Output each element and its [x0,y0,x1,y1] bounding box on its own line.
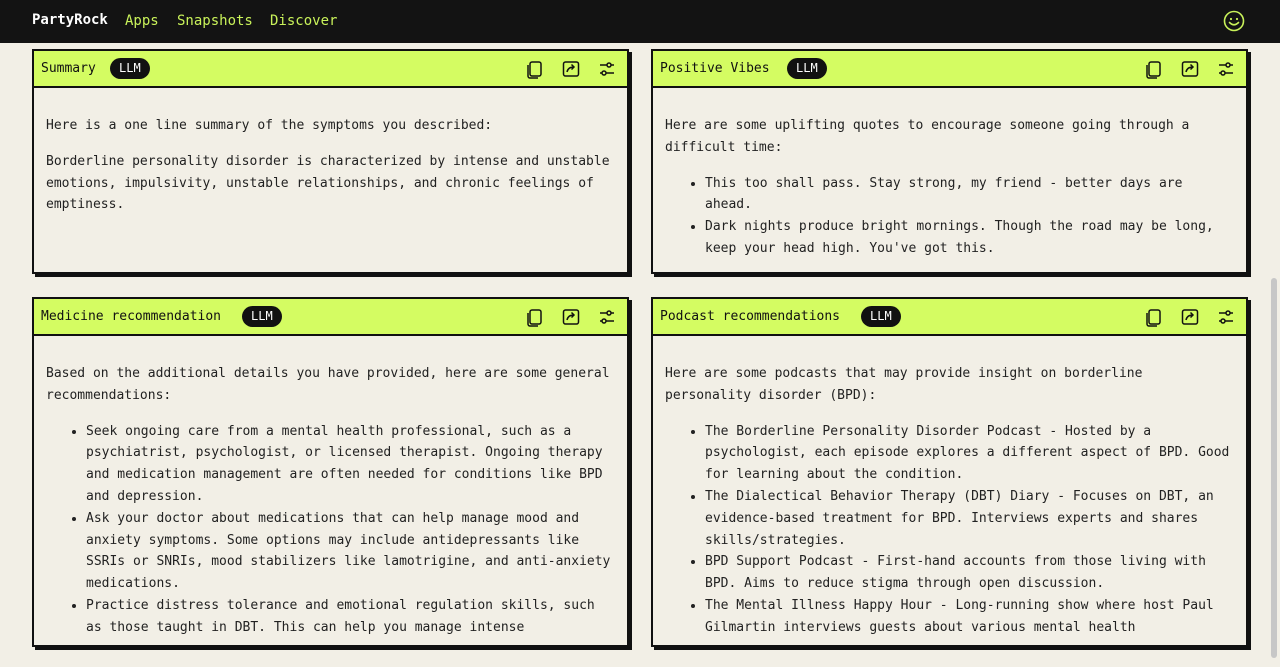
list-item: • The Borderline Personality Disorder Podcast - Hosted by a psychologist, each episode explores a different aspect of BPD. Good for learning about the condition. [705,421,1234,486]
list-item: • The Dialectical Behavior Therapy (DBT) Diary - Focuses on DBT, an evidence-based treatment for BPD. Interviews experts and shares skills/strategies. [705,486,1234,551]
widget-header [653,51,1246,88]
widget-medicine-recommendation [32,297,629,647]
widget-podcast-recommendations [651,297,1248,647]
top-nav-bar [0,0,1280,43]
list-item: • Practice distress tolerance and emotional regulation skills, such as those taught in DBT. This can help you manage intense [86,595,615,639]
list-item: • Seek ongoing care from a mental health professional, such as a psychiatrist, psychologist, or licensed therapist. Ongoing therapy and medication management are often needed for conditions like BPD and depression. [86,421,615,508]
llm-badge: LLM [242,306,282,327]
output-paragraph: Here are some podcasts that may provide insight on borderline personality disorder (BPD): [665,366,1143,403]
nav-link-discover[interactable]: Discover [270,13,338,29]
settings-sliders-icon[interactable] [597,307,617,327]
list-item: • This too shall pass. Stay strong, my friend - better days are ahead. [705,173,1234,217]
widget-output [653,88,1246,260]
output-paragraph: Here are some uplifting quotes to encourage someone going through a difficult time: [665,118,1190,155]
list-item: • The Mental Illness Happy Hour - Long-running show where host Paul Gilmartin interviews guests about various mental health [705,595,1234,639]
brand-logo[interactable]: PartyRock [32,12,108,28]
output-paragraph: Based on the additional details you have provided, here are some general recommendations: [46,366,610,403]
widget-header [34,51,627,88]
list-item: • Dark nights produce bright mornings. Though the road may be long, keep your head high. You've got this. [705,216,1234,260]
output-list [46,421,615,639]
copy-icon[interactable] [525,59,545,79]
llm-badge: LLM [787,58,827,79]
widget-header [653,299,1246,336]
widget-output [653,336,1246,639]
user-avatar-smiley-icon[interactable] [1223,10,1245,32]
list-item: • Ask your doctor about medications that can help manage mood and anxiety symptoms. Some options may include antidepressants like SSRIs or SNRIs, mood stabilizers like lamotrigine, and anti-anxiety medications. [86,508,615,595]
output-list [665,421,1234,639]
output-list [665,173,1234,260]
settings-sliders-icon[interactable] [597,59,617,79]
copy-icon[interactable] [1144,307,1164,327]
share-icon[interactable] [561,59,581,79]
widget-positive-vibes [651,49,1248,274]
list-item: • BPD Support Podcast - First-hand accounts from those living with BPD. Aims to reduce stigma through open discussion. [705,551,1234,595]
llm-badge: LLM [110,58,150,79]
share-icon[interactable] [1180,59,1200,79]
settings-sliders-icon[interactable] [1216,59,1236,79]
widget-title: Podcast recommendations [660,309,841,324]
settings-sliders-icon[interactable] [1216,307,1236,327]
share-icon[interactable] [561,307,581,327]
copy-icon[interactable] [1144,59,1164,79]
widget-title: Summary [41,61,96,76]
output-paragraph: Borderline personality disorder is characterized by intense and unstable emotions, impulsivity, unstable relationships, and chronic feelings of emptiness. [46,153,610,213]
copy-icon[interactable] [525,307,545,327]
widget-output [34,88,627,216]
nav-link-apps[interactable]: Apps [125,13,159,29]
widget-header [34,299,627,336]
llm-badge: LLM [861,306,901,327]
page-scrollbar-thumb[interactable] [1271,278,1277,658]
widget-output [34,336,627,639]
widget-summary [32,49,629,274]
widget-title: Medicine recommendation [41,309,222,324]
widget-title: Positive Vibes [660,61,770,76]
nav-link-snapshots[interactable]: Snapshots [177,13,253,29]
output-paragraph: Here is a one line summary of the symptoms you described: [46,118,493,133]
share-icon[interactable] [1180,307,1200,327]
